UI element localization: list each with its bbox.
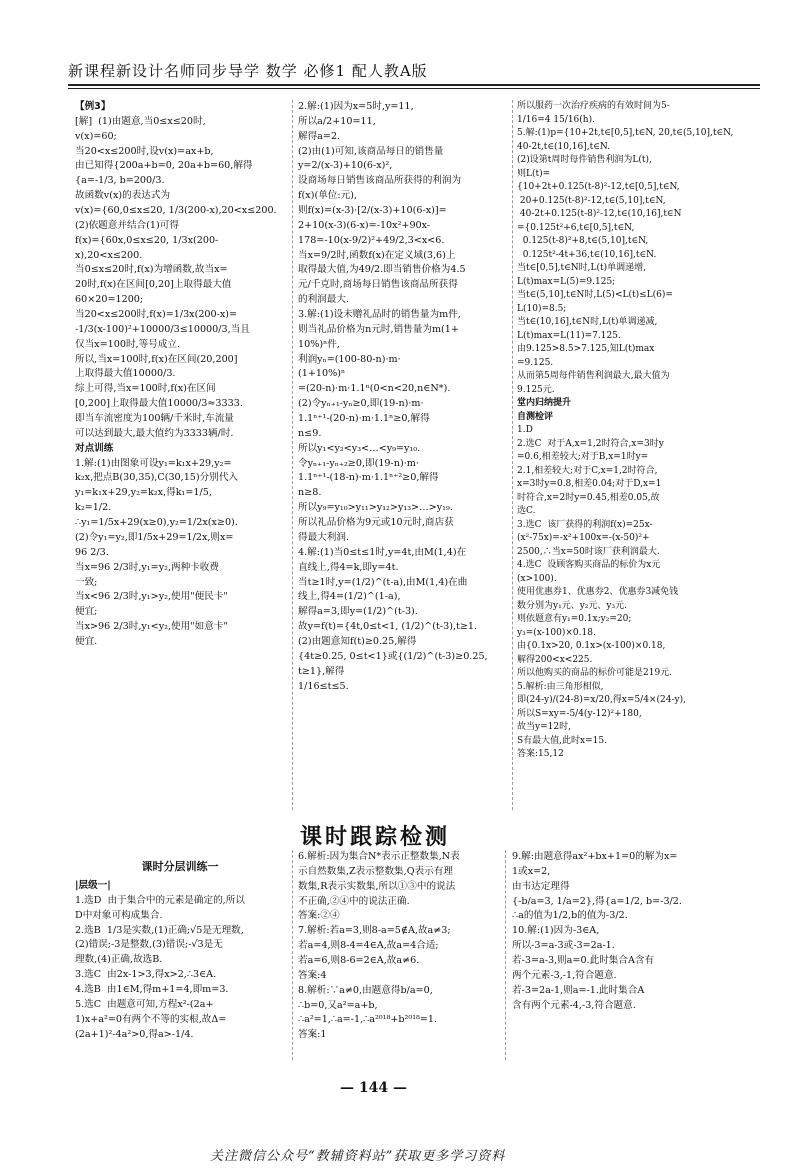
text-line: =9.125. [517, 357, 554, 368]
column-divider [292, 100, 293, 810]
text-line: L(t)max=L(5)=9.125; [517, 276, 616, 287]
text-line: 所以,当x=100时,f(x)在区间(20,200] [75, 353, 238, 365]
text-line: 综上可得,当x=100时,f(x)在区间 [75, 383, 216, 395]
text-line: 对点训练 [75, 442, 114, 454]
text-line: 元/千克时,商场每日销售该商品所获得 [298, 279, 458, 291]
text-line: 即当车流密度为100辆/千米时,车流量 [75, 413, 234, 425]
text-line: (2)令yₙ₊₁-yₙ≥0,即(19-n)·m· [298, 398, 424, 410]
text-line: 则当礼品价格为n元时,销售量为m(1+ [298, 323, 459, 335]
text-line: 便宜; [75, 606, 98, 618]
text-line: y₃=(x-100)×0.18. [517, 627, 596, 638]
text-line: 当t≥1时,y=(1/2)^(t-a),由M(1,4)在曲 [298, 576, 468, 588]
text-line: 3.选C 该厂获得的利润f(x)=25x- [517, 519, 653, 530]
text-line: 所以服药一次治疗疾病的有效时间为5- [517, 101, 670, 111]
text-line: 答案:15,12 [517, 749, 564, 759]
text-line: 的利润最大. [298, 294, 350, 306]
text-line: (2a+1)²-4a²>0,得a>-1/4. [75, 1028, 194, 1040]
text-line: S有最大值,此时x=15. [517, 735, 607, 746]
text-line: 答案:4 [298, 969, 327, 981]
text-line: 4.解:(1)当0≤t≤1时,y=4t,由M(1,4)在 [298, 546, 467, 558]
text-line: 数集,R表示实数集,所以①③中的说法 [298, 880, 456, 892]
text-line: (2)设第t周时每件销售利润为L(t), [517, 155, 652, 165]
text-line: 5.选C 由题意可知,方程x²-(2a+ [75, 998, 214, 1010]
text-line: n≥8. [298, 487, 322, 499]
text-line: 所以S=xy=-5/4(y-12)²+180, [517, 708, 642, 719]
text-line: 40-2t+0.125(t-8)²-12,t∈(10,16],t∈N [517, 209, 682, 219]
text-line: 使用优惠券1、优惠券2、优惠券3减免钱 [517, 587, 679, 597]
header-rule [68, 84, 760, 86]
text-line: 1或x=2, [512, 865, 551, 877]
column-left [75, 100, 285, 650]
text-line: k₂=1/2. [75, 502, 112, 514]
text-line: D中对象可构成集合. [75, 909, 163, 921]
text-line: (2)依题意并结合(1)可得 [75, 219, 179, 231]
text-line: 不正确,②④中的说法正确. [298, 895, 410, 907]
text-line: 0.125t²-4t+36,t∈(10,16],t∈N. [517, 249, 657, 260]
text-line: 0.125(t-8)²+8,t∈(5,10],t∈N, [517, 236, 649, 246]
text-line: 所以-3=a-3或-3=2a-1. [512, 940, 615, 952]
text-line: (2)由(1)可知,该商品每日的销售量 [298, 145, 444, 157]
text-line: 可以达到最大,最大值约为3333辆/时. [75, 427, 234, 439]
text-line: 含有两个元素-4,-3,符合题意. [512, 999, 636, 1011]
text-line: 数分别为y₁元、y₂元、y₃元. [517, 600, 627, 611]
text-line: k₂x,把点B(30,35),C(30,15)分别代入 [75, 472, 239, 484]
text-line: 1.选D 由于集合中的元素是确定的,所以 [75, 894, 245, 906]
text-line: f(x)={60x,0≤x≤20, 1/3x(200-x),20<x≤200. [75, 234, 219, 261]
text-line: 3.选C 由2x-1>3,得x>2,∴3∈A. [75, 969, 217, 981]
text-line: 由9.125>8.5>7.125,知L(t)max [517, 344, 655, 354]
text-line: (2)令y₁=y₂,即1/5x+29=1/2x,则x= [75, 531, 234, 543]
text-line: {10+2t+0.125(t-8)²-12,t∈[0,5],t∈N, [517, 182, 680, 192]
page-header: 新课程新设计名师同步导学 数学 必修1 配人教A版 [68, 62, 428, 80]
text-line: 从而第5周每件销售利润最大,最大值为 [517, 371, 670, 381]
text-line: ∴a的值为1/2,b的值为-3/2. [512, 910, 628, 922]
text-line: 则依题意有y₁=0.1x;y₂=20; [517, 614, 632, 624]
text-line: 178=-10(x-9/2)²+49/2,3<x<6. [298, 234, 445, 246]
column-divider [292, 850, 293, 1060]
text-line: {4t≥0.25, 0≤t<1}或{(1/2)^(t-3)≥0.25, t≥1},解得 [298, 650, 491, 677]
text-line: 故函数v(x)的表达式为 [75, 190, 171, 202]
text-line: 1.1ⁿ⁺¹-(20-n)·m·1.1ⁿ≥0,解得 [298, 413, 430, 425]
text-line: 解得a=3,即y=(1/2)^(t-3). [298, 606, 418, 618]
text-line: |层级一| [75, 880, 111, 892]
text-line: x=3时y=0.8,相差0.04;对于D,x=1 [517, 479, 662, 489]
text-line: 9.解:由题意得ax²+bx+1=0的解为x= [512, 851, 678, 862]
text-line: 2+10(x-3)(6-x)=-10x²+90x- [298, 219, 431, 231]
text-line: 当x<96 2/3时,y₁>y₂,使用"便民卡" [75, 591, 228, 603]
text-line: 得最大利润. [298, 531, 350, 543]
text-line: 2500,∴当x=50时该厂获利润最大. [517, 546, 660, 557]
column-divider [505, 850, 506, 1060]
text-line: 当x>96 2/3时,y₁<y₂,使用"如意卡" [75, 621, 228, 633]
text-line: (x²-75x)=-x²+100x=-(x-50)²+ [517, 533, 650, 543]
text-line: 即(24-y)/(24-8)=x/20,得x=5/4×(24-y), [517, 695, 686, 705]
text-line: L(10)=8.5; [517, 303, 567, 314]
text-line: 【例3】 [75, 101, 111, 112]
text-line: 令yₙ₊₁-yₙ₊₂≥0,即(19-n)·m· [298, 457, 419, 469]
text-line: 所以a/2+10=11, [298, 115, 376, 127]
text-line: 6.解析:因为集合N*表示正整数集,N表 [298, 851, 460, 862]
text-line: 5.解析:由三角形相似, [517, 681, 604, 692]
text-line: 当x=9/2时,函数f(x)在定义域(3,6)上 [298, 249, 456, 261]
text-line: 1.D [517, 425, 533, 435]
text-line: 时符合,x=2时y=0.45,相差0.05,故 [517, 492, 660, 503]
text-line: 设商场每日销售该商品所获得的利润为 [298, 175, 462, 187]
bottom-column-right [512, 850, 737, 1013]
text-line: 1/16=4 15/16(h). [517, 114, 595, 125]
text-line: 4.选B 由1∈M,得m+1=4,即m=3. [75, 984, 229, 996]
text-line: 理数,(4)正确,故选B. [75, 954, 163, 966]
text-line: 便宜. [75, 635, 98, 647]
text-line: 直线上,得4=k,即y=4t. [298, 561, 399, 573]
text-line: 选C. [517, 506, 536, 516]
text-line: (x>100). [517, 573, 557, 584]
text-line: 8.解析:∵a≠0,由题意得b/a=0, [298, 984, 433, 996]
text-line: 当x=96 2/3时,y₁=y₂,两种卡收费 [75, 561, 219, 573]
section-title: 课时跟踪检测 [300, 825, 451, 850]
text-line: 所以礼品价格为9元或10元时,商店获 [298, 517, 454, 529]
text-line: ∴y₁=1/5x+29(x≥0),y₂=1/2x(x≥0). [75, 517, 238, 529]
text-line: 自测检评 [517, 411, 554, 422]
text-line: 1.解:(1)由图象可设y₁=k₁x+29,y₂= [75, 457, 232, 469]
text-line: 则L(t)= [517, 168, 551, 179]
text-line: 取得最大值,为49/2.即当销售价格为4.5 [298, 264, 466, 276]
text-line: ∴a²=1,∴a=-1,∴a²⁰¹⁸+b²⁰¹⁸=1. [298, 1014, 438, 1026]
text-line: 所以y₁<y₂<y₃<…<y₉=y₁₀. [298, 442, 421, 454]
text-line: 则f(x)=(x-3)·[2/(x-3)+10(6-x)]= [298, 205, 447, 217]
text-line: n≤9. [298, 427, 322, 439]
text-line: 1/16≤t≤5. [298, 680, 349, 692]
text-line: 5.解:(1)p={10+2t,t∈[0,5],t∈N, 20,t∈(5,10],t∈N, 40-2t,t∈(10,16],t∈N. [517, 128, 737, 152]
text-line: 解得a=2. [298, 130, 341, 142]
text-line: 解得200<x<225. [517, 654, 593, 665]
text-line: 当t∈(5,10],t∈N时,L(5)<L(t)≤L(6)= [517, 290, 673, 300]
text-line: 4.选C 设顾客购买商品的标价为x元 [517, 560, 661, 570]
text-line: =0.6,相差较大;对于B,x=1时y= [517, 452, 649, 462]
text-line: 线上,得4=(1/2)^(1-a), [298, 591, 401, 603]
text-line: ∴b=0,又a²=a+b, [298, 999, 378, 1011]
text-line: 当t∈(10,16],t∈N时,L(t)单调递减, [517, 317, 658, 327]
text-line: 20时,f(x)在区间[0,20]上取得最大值 [75, 279, 232, 291]
text-line: 仅当x=100时,等号成立. [75, 338, 181, 350]
text-line: 7.解析:若a=3,则8-a=5∉A,故a≠3; [298, 925, 451, 937]
text-line: (1+10%)ⁿ [298, 368, 346, 380]
text-line: 利润yₙ=(100-80-n)·m· [298, 353, 401, 365]
text-line: 所以y₉=y₁₀>y₁₁>y₁₂>y₁₃>…>y₁₉. [298, 502, 453, 514]
column-middle [298, 100, 508, 694]
text-line: f(x)(单位:元), [298, 190, 357, 202]
text-line: y=2/(x-3)+10(6-x)², [298, 160, 393, 172]
text-line: 若a=4,则8-4=4∈A,故a=4合适; [298, 940, 439, 952]
text-line: 当t∈[0,5],t∈N时,L(t)单调递增, [517, 263, 646, 273]
text-line: L(t)max=L(11)=7.125. [517, 330, 621, 341]
text-line: 96 2/3. [75, 546, 109, 558]
text-line: (2)错误;-3是整数,(3)错误;-√3是无 [75, 939, 223, 951]
page-number: — 144 — [340, 1080, 407, 1096]
text-line: v(x)={60,0≤x≤20, 1/3(200-x),20<x≤200. [75, 205, 277, 217]
text-line: =(20-n)·m·1.1ⁿ(0<n<20,n∈N*). [298, 383, 451, 395]
text-line: 9.125元. [517, 384, 555, 395]
text-line: 若a=6,则8-6=2∈A,故a≠6. [298, 955, 420, 967]
text-line: 由{0.1x>20, 0.1x>(x-100)×0.18, [517, 641, 666, 651]
text-line: 2.选B 1/3是实数,(1)正确;√5是无理数, [75, 924, 244, 936]
text-line: 2.1,相差较大;对于C,x=1,2时符合, [517, 465, 658, 476]
text-line: 1)x+a²=0有两个不等的实根,故Δ= [75, 1013, 227, 1025]
text-line: 当0≤x≤20时,f(x)为增函数,故当x= [75, 264, 228, 276]
text-line: 2.选C 对于A,x=1,2时符合,x=3时y [517, 438, 664, 449]
text-line: 故当y=12时, [517, 722, 571, 732]
header-rule-thin [68, 88, 760, 89]
text-line: 堂内归纳提升 [517, 398, 572, 408]
bottom-column-left [75, 858, 285, 1043]
text-line: -1/3(x-100)²+10000/3≤10000/3,当且 [75, 323, 250, 335]
text-line: 1.1ⁿ⁺¹-(18-n)·m·1.1ⁿ⁺²≥0,解得 [298, 472, 439, 484]
text-line: 2.解:(1)因为x=5时,y=11, [298, 101, 414, 112]
text-line: 答案:②④ [298, 910, 340, 922]
text-line: 当20<x≤200时,设v(x)=ax+b, [75, 145, 214, 157]
text-line: 两个元素-3,-1,符合题意. [512, 969, 617, 981]
text-line: [0,200]上取得最大值10000/3≈3333. [75, 398, 243, 410]
column-right [517, 100, 742, 762]
text-line: [解] (1)由题意,当0≤x≤20时, [75, 115, 206, 127]
text-line: 3.解:(1)设未赠礼品时的销售量为m件, [298, 309, 461, 321]
text-line: 课时分层训练一 [141, 860, 219, 873]
text-line: 当20<x≤200时,f(x)=1/3x(200-x)= [75, 309, 238, 321]
text-line: y₁=k₁x+29,y₂=k₂x,得k₁=1/5, [75, 487, 212, 499]
text-line: 若-3=2a-1,则a=-1.此时集合A [512, 984, 645, 996]
text-line: 若-3=a-3,则a=0.此时集合A含有 [512, 955, 655, 967]
text-line: 由已知得{200a+b=0, 20a+b=60,解得{a=-1/3, b=200/3. [75, 160, 253, 187]
text-line: 示自然数集,Z表示整数集,Q表示有理 [298, 865, 453, 877]
text-line: (2)由题意知f(t)≥0.25,解得 [298, 635, 417, 647]
text-line: 10%)ⁿ件, [298, 338, 340, 350]
text-line: 10.解:(1)因为-3∈A, [512, 925, 600, 937]
text-line: {-b/a=3, 1/a=2},得{a=1/2, b=-3/2. [512, 895, 682, 907]
footer-note: 关注微信公众号“教辅资料站”获取更多学习资料 [210, 1149, 506, 1164]
text-line: 60×20=1200; [75, 294, 144, 306]
text-line: 上取得最大值10000/3. [75, 368, 176, 380]
text-line: 由韦达定理得 [512, 880, 570, 892]
text-line: v(x)=60; [75, 130, 117, 142]
text-line: ={0.125t²+6,t∈[0,5],t∈N, [517, 222, 635, 233]
text-line: 故y=f(t)={4t,0≤t<1, (1/2)^(t-3),t≥1. [298, 621, 478, 633]
bottom-column-middle [298, 850, 508, 1043]
column-divider [512, 100, 513, 810]
text-line: 所以他购买的商品的标价可能是219元. [517, 668, 673, 678]
text-line: 20+0.125(t-8)²-12,t∈(5,10],t∈N, [517, 195, 666, 206]
text-line: 一致; [75, 576, 98, 588]
text-line: 答案:1 [298, 1029, 327, 1041]
